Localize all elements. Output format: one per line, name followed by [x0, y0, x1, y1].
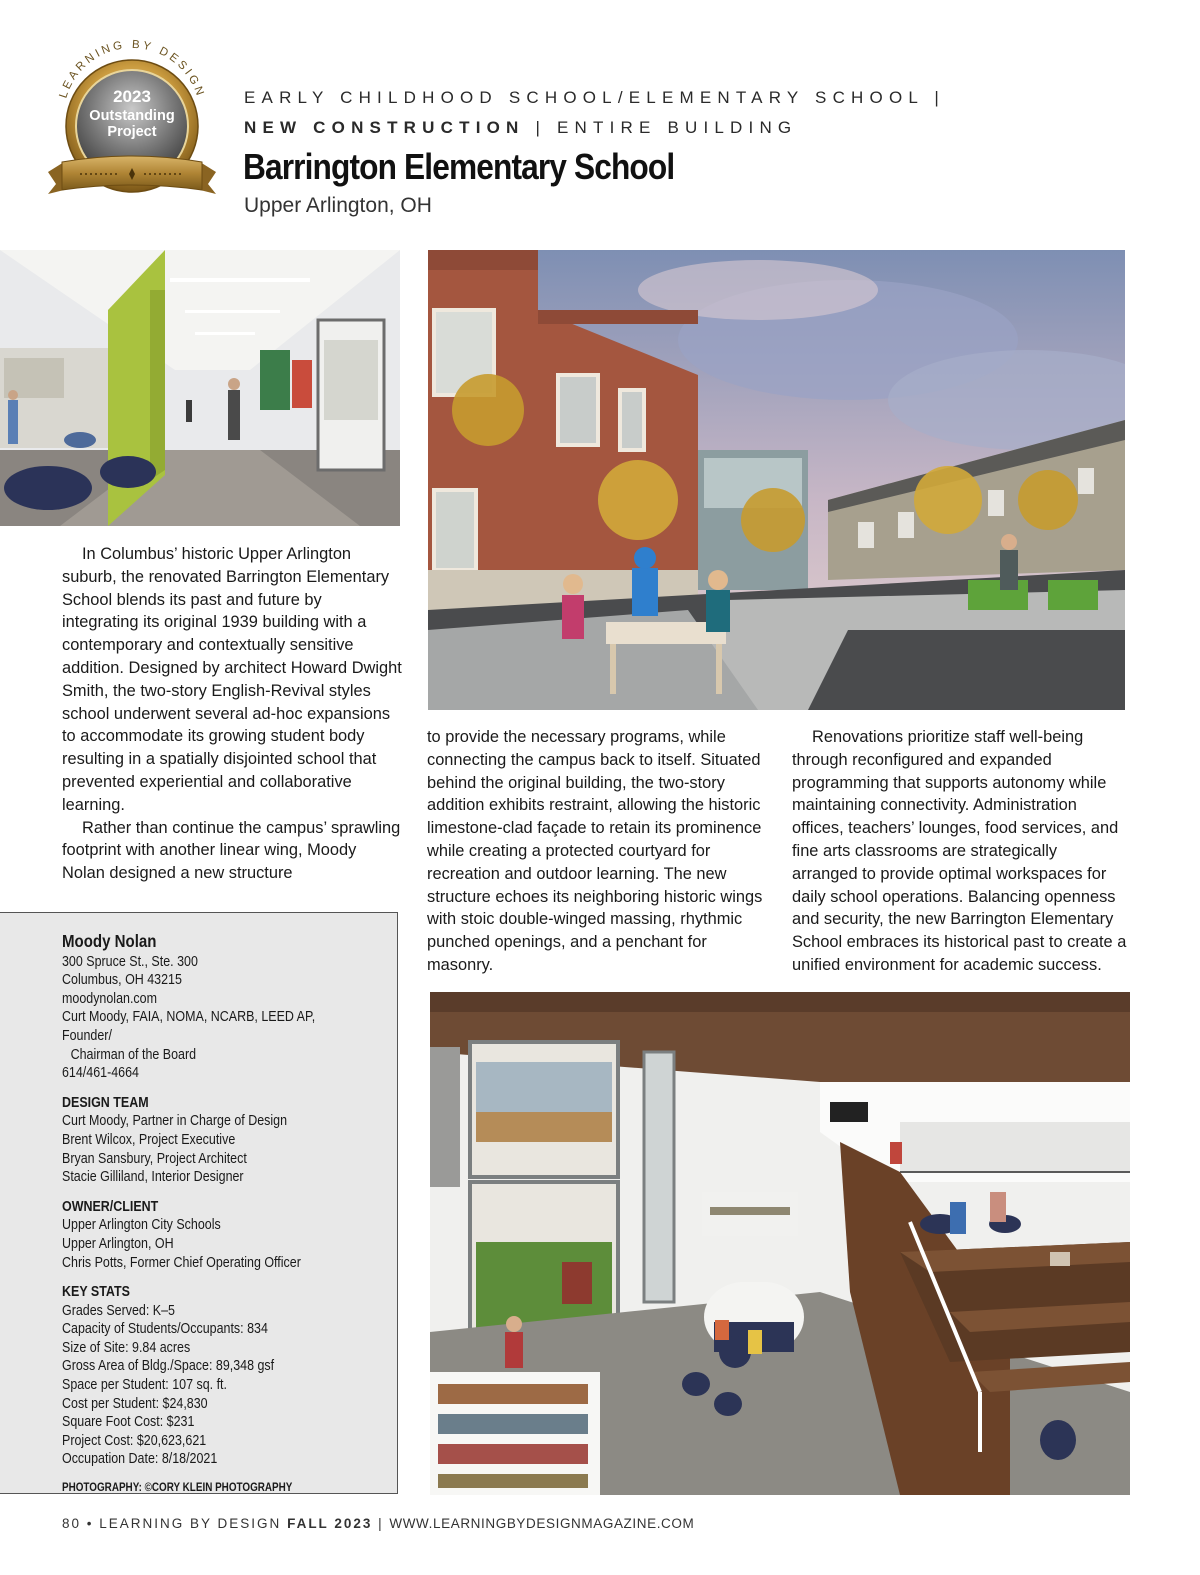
key-stat: Capacity of Students/Occupants: 834 — [62, 1321, 268, 1338]
article-column-1 — [62, 543, 402, 885]
page-footer — [62, 1516, 694, 1531]
firm-contact-line-2: Chairman of the Board — [70, 1046, 197, 1063]
courtyard-photo — [428, 250, 1125, 710]
key-stat: Size of Site: 9.84 acres — [62, 1339, 191, 1356]
firm-name: Moody Nolan — [62, 931, 157, 951]
category-bold: NEW CONSTRUCTION — [244, 118, 525, 137]
key-stat: Space per Student: 107 sq. ft. — [62, 1377, 227, 1394]
article-paragraph-3: Renovations prioritize staff well-being through reconfigured and expanded programming that supports autonomy while maintaining connectivity. Administration offices, teachers’ lounges, food services, and fine arts classrooms are strategically arranged to provide optimal workspaces for daily school operations. Balancing openness and security, the new Barrington Elementary School embraces its historical past to create a unified environment for academic success. — [792, 728, 1127, 974]
design-team-member: Curt Moody, Partner in Charge of Design — [62, 1113, 288, 1130]
project-info-text — [62, 932, 346, 1498]
library-photo — [430, 992, 1130, 1495]
owner-line: Upper Arlington, OH — [62, 1235, 174, 1252]
page-title: Barrington Elementary School — [243, 146, 675, 187]
badge-year: 2023 — [113, 87, 151, 106]
magazine-url-link[interactable]: WWW.LEARNINGBYDESIGNMAGAZINE.COM — [389, 1516, 695, 1531]
key-stat: Project Cost: $20,623,621 — [62, 1432, 207, 1449]
firm-address-line-2: Columbus, OH 43215 — [62, 972, 182, 989]
badge-arc-text: LEARNING BY DESIGN — [57, 38, 207, 100]
owner-heading: OWNER/CLIENT — [62, 1198, 159, 1215]
article-paragraph-1: In Columbus’ historic Upper Arlington suburb, the renovated Barrington Elementary School blends its past and future by integrating its original 1939 building with a contemporary and contextually sensitive addition. Designed by architect Howard Dwight Smith, the two-story English-Revival styles school underwent several ad-hoc expansions to accommodate its growing student body resulting in a spatially disjointed school that prevented experiential and collaborative learning. — [62, 545, 402, 814]
category-line-2 — [244, 118, 797, 138]
key-stat: Occupation Date: 8/18/2021 — [62, 1451, 218, 1468]
key-stat: Gross Area of Bldg./Space: 89,348 gsf — [62, 1358, 275, 1375]
design-team-member: Bryan Sansbury, Project Architect — [62, 1150, 247, 1167]
article-paragraph-2: Rather than continue the campus’ sprawling footprint with another linear wing, Moody Nolan designed a new structure — [62, 818, 401, 883]
key-stat: Grades Served: K–5 — [62, 1302, 175, 1319]
badge-line2: Project — [107, 124, 157, 140]
badge-line1: Outstanding — [89, 108, 175, 124]
firm-address-line-1: 300 Spruce St., Ste. 300 — [62, 953, 198, 970]
photo-credit: PHOTOGRAPHY: ©CORY KLEIN PHOTOGRAPHY — [62, 1482, 293, 1495]
design-team-member: Brent Wilcox, Project Executive — [62, 1131, 236, 1148]
key-stat: Cost per Student: $24,830 — [62, 1395, 208, 1412]
footer-bullet: • — [81, 1516, 100, 1531]
hallway-photo — [0, 250, 400, 526]
article-paragraph-2-continued: to provide the necessary programs, while connecting the campus back to itself. Situated behind the original building, the two-story addition exhibits restraint, allowing the historic limestone-clad façade to retain its prominence while creating a protected courtyard for recreation and outdoor learning. The new structure echoes its neighboring historic wings with stoic double-winged massing, rhythmic punched openings, and a penchant for masonry. — [427, 728, 763, 974]
key-stat: Square Foot Cost: $231 — [62, 1414, 195, 1431]
magazine-name: LEARNING BY DESIGN — [99, 1516, 288, 1531]
design-team-member: Stacie Gilliland, Interior Designer — [62, 1169, 244, 1186]
firm-phone: 614/461-4664 — [62, 1065, 139, 1082]
page-number: 80 — [62, 1516, 82, 1531]
owner-line: Chris Potts, Former Chief Operating Officer — [62, 1254, 301, 1271]
article-column-2 — [427, 726, 772, 977]
issue-label: FALL 2023 — [287, 1516, 373, 1531]
category-line-1: EARLY CHILDHOOD SCHOOL/ELEMENTARY SCHOOL | — [244, 88, 945, 107]
article-column-3 — [792, 726, 1127, 977]
firm-website: moodynolan.com — [62, 990, 157, 1007]
design-team-heading: DESIGN TEAM — [62, 1094, 149, 1111]
award-badge — [40, 34, 224, 210]
key-stats-heading: KEY STATS — [62, 1284, 130, 1301]
footer-separator: | — [372, 1516, 390, 1531]
project-location: Upper Arlington, OH — [244, 194, 432, 217]
firm-contact-line-1: Curt Moody, FAIA, NOMA, NCARB, LEED AP, Founder/ — [62, 1009, 316, 1044]
owner-line: Upper Arlington City Schools — [62, 1217, 221, 1234]
category-separator: | — [524, 118, 557, 137]
category-rest: ENTIRE BUILDING — [557, 118, 798, 137]
